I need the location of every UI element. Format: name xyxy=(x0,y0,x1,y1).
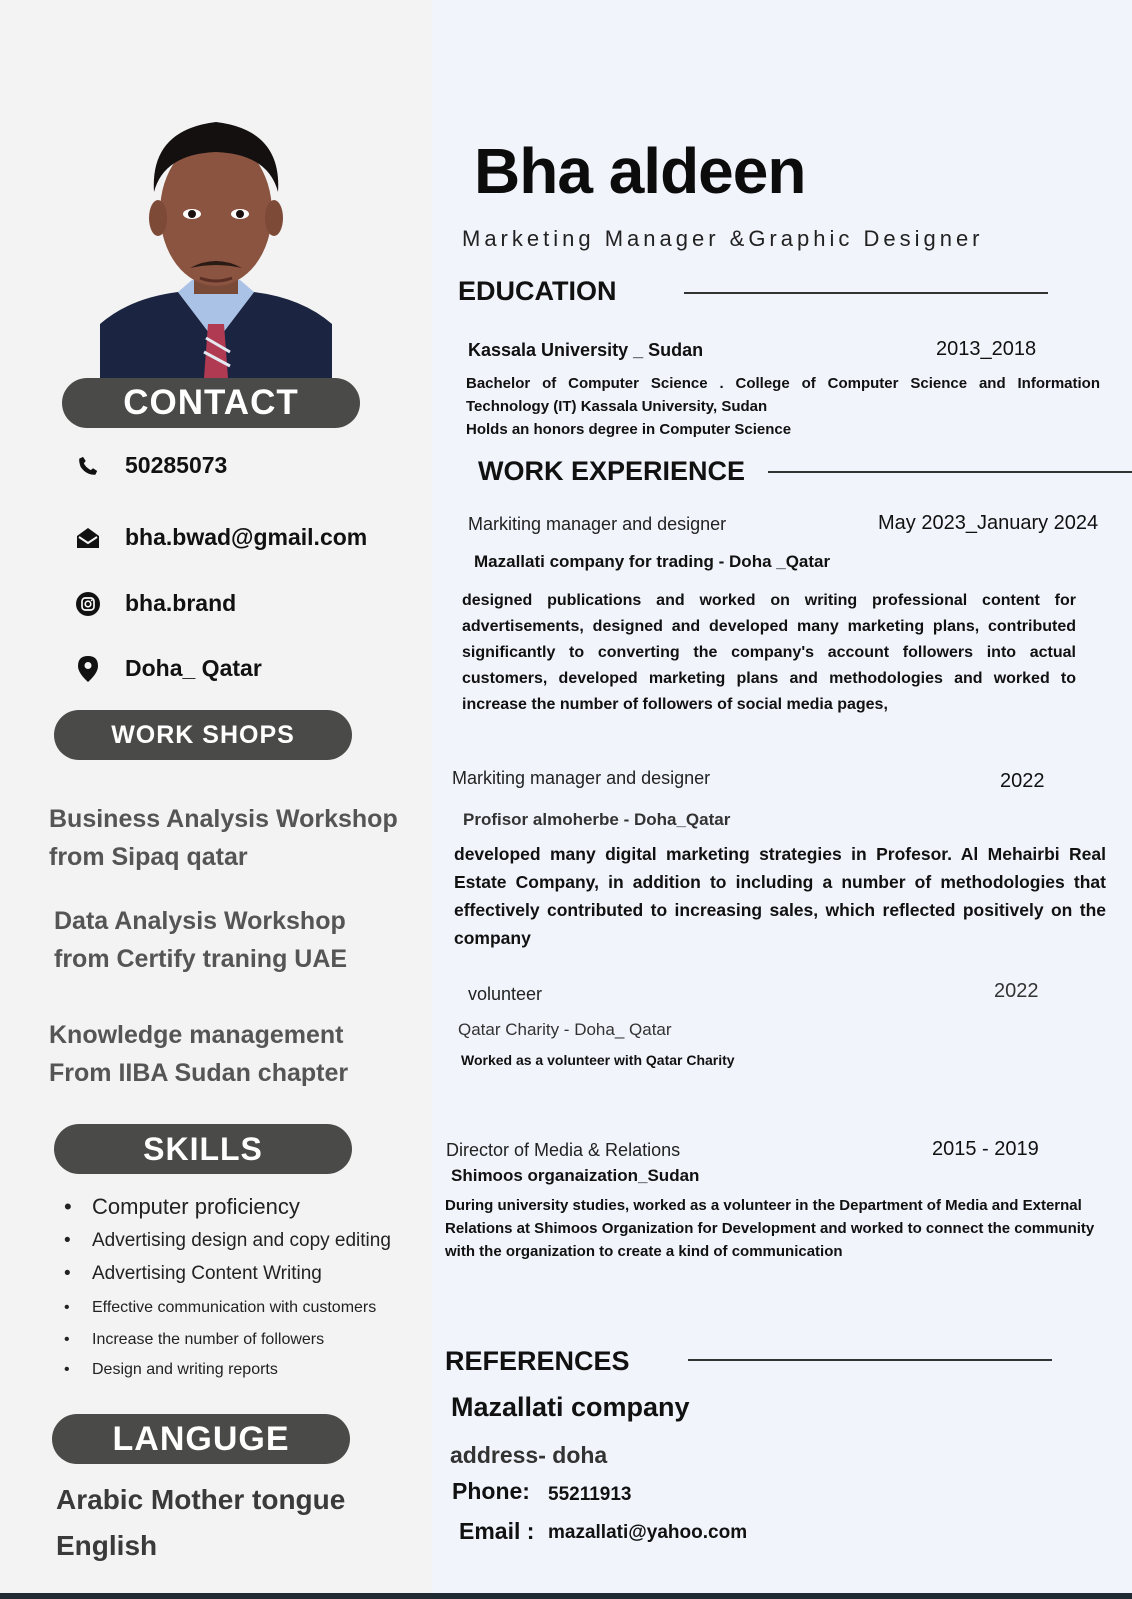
bottom-border xyxy=(0,1593,1132,1599)
job-company: Shimoos organaization_Sudan xyxy=(451,1166,700,1185)
workshop-title: Business Analysis Workshop xyxy=(49,805,398,833)
language-item: Arabic Mother tongue xyxy=(56,1484,346,1515)
reference-address: address- doha xyxy=(450,1442,608,1468)
workshop-item xyxy=(49,800,398,876)
language-heading: LANGUGE xyxy=(52,1414,350,1464)
job-company: Profisor almoherbe - Doha_Qatar xyxy=(463,810,731,829)
location-text: Doha_ Qatar xyxy=(125,655,262,681)
skills-heading: SKILLS xyxy=(54,1124,352,1174)
section-divider xyxy=(768,471,1132,473)
mail-icon xyxy=(76,526,100,550)
job-description: Worked as a volunteer with Qatar Charity xyxy=(461,1052,735,1068)
skill-item: • Advertising Content Writing xyxy=(60,1263,391,1299)
job-dates: 2015 - 2019 xyxy=(932,1138,1039,1160)
workshop-title: Data Analysis Workshop xyxy=(54,907,346,935)
section-divider xyxy=(684,292,1048,294)
contact-email[interactable] xyxy=(76,524,367,551)
phone-number: 50285073 xyxy=(125,452,228,478)
job-dates: 2022 xyxy=(1000,770,1045,792)
reference-company: Mazallati company xyxy=(451,1392,690,1422)
email-address: bha.bwad@gmail.com xyxy=(125,524,368,550)
reference-phone: 55211913 xyxy=(548,1484,632,1505)
workshop-item xyxy=(49,1016,348,1092)
contact-location xyxy=(76,655,262,682)
contact-heading: CONTACT xyxy=(62,378,360,428)
skill-item: • Advertising design and copy editing xyxy=(60,1230,391,1263)
education-degree: Bachelor of Computer Science . College of Computer Science and Information xyxy=(466,375,1100,392)
workshop-provider: from Sipaq qatar xyxy=(49,843,248,871)
job-company: Qatar Charity - Doha_ Qatar xyxy=(458,1020,672,1039)
education-school: Kassala University _ Sudan xyxy=(468,340,704,360)
section-divider xyxy=(688,1359,1052,1361)
job-company: Mazallati company for trading - Doha _Qatar xyxy=(474,552,831,571)
work-experience-heading: WORK EXPERIENCE xyxy=(478,456,746,486)
person-name: Bha aldeen xyxy=(474,135,806,207)
education-honors: Holds an honors degree in Computer Science xyxy=(466,421,792,438)
workshop-provider: From IIBA Sudan chapter xyxy=(49,1059,349,1087)
reference-email[interactable]: mazallati@yahoo.com xyxy=(548,1522,748,1543)
phone-icon xyxy=(76,454,100,478)
skill-item: • Increase the number of followers xyxy=(60,1331,391,1361)
skill-item: • Effective communication with customers xyxy=(60,1299,391,1331)
education-years: 2013_2018 xyxy=(936,338,1037,360)
education-heading: EDUCATION xyxy=(458,276,617,306)
contact-phone[interactable] xyxy=(76,452,227,479)
job-description: designed publications and worked on writing professional content for advertisements, designed and developed many marketing plans, contributed significantly to converting the company's account followers into actual customers, developed marketing plans and methodologies and worked to increase the number of followers of social media pages, xyxy=(462,592,1076,713)
job-dates: May 2023_January 2024 xyxy=(878,512,1099,534)
education-college: Technology (IT) Kassala University, Sudan xyxy=(466,398,768,415)
profile-photo xyxy=(100,102,332,378)
education-details xyxy=(466,372,1100,441)
job-title: Marketing Manager &Graphic Designer xyxy=(462,226,984,251)
language-item: English xyxy=(56,1530,158,1561)
job-position: Markiting manager and designer xyxy=(468,514,727,534)
skills-list xyxy=(60,1194,391,1391)
workshop-title: Knowledge management xyxy=(49,1021,344,1049)
job-description: During university studies, worked as a volunteer in the Department of Media and External Relations at Shimoos Organization for Development and worked to connect the community with the organization to create a kind of communication xyxy=(445,1197,1095,1260)
reference-phone-label: Phone: xyxy=(452,1478,530,1504)
skill-item: • Computer proficiency xyxy=(60,1194,391,1230)
job-position: volunteer xyxy=(468,984,543,1004)
contact-instagram[interactable] xyxy=(76,590,236,617)
location-pin-icon xyxy=(76,657,100,681)
job-dates: 2022 xyxy=(994,980,1039,1002)
instagram-handle: bha.brand xyxy=(125,590,237,616)
skill-item: • Design and writing reports xyxy=(60,1361,391,1391)
references-heading: REFERENCES xyxy=(445,1346,630,1376)
job-position: Markiting manager and designer xyxy=(452,768,711,788)
instagram-icon xyxy=(76,592,100,616)
reference-email-label: Email : xyxy=(459,1518,535,1544)
job-position: Director of Media & Relations xyxy=(446,1140,681,1160)
workshop-item xyxy=(54,902,347,978)
workshops-heading: WORK SHOPS xyxy=(54,710,352,760)
job-description: developed many digital marketing strategies in Profesor. Al Mehairbi Real Estate Company, in addition to including a number of methodologies that effectively contributed to increasing sales, which reflected positively on the company xyxy=(454,844,1106,948)
workshop-provider: from Certify traning UAE xyxy=(54,945,348,973)
